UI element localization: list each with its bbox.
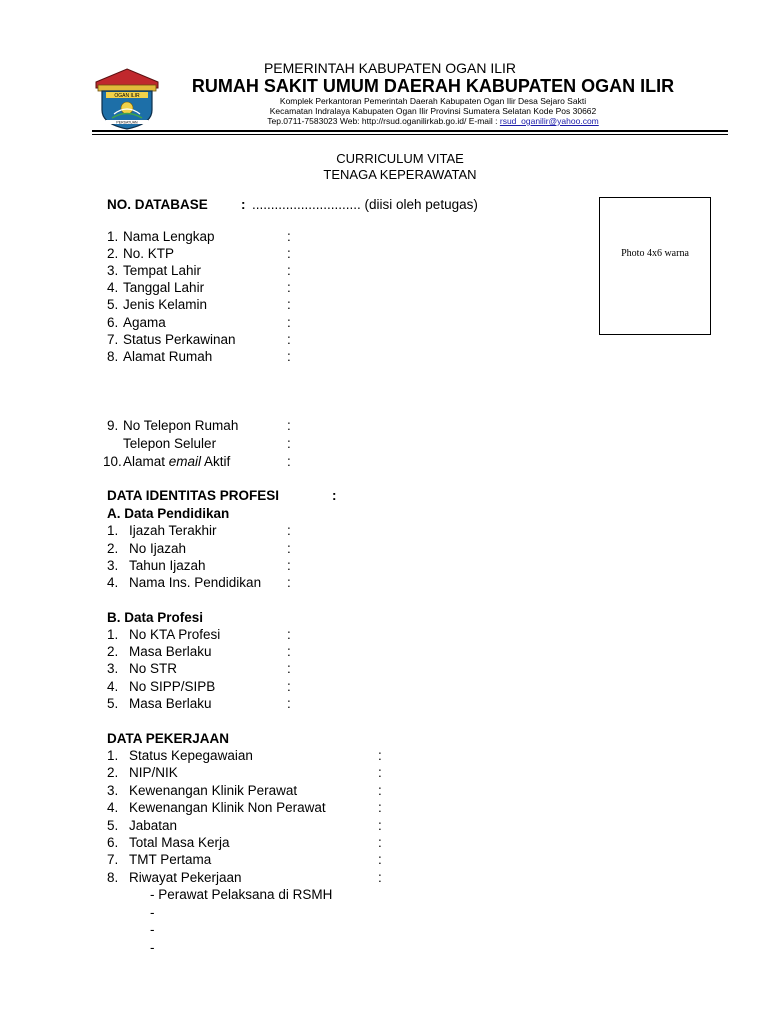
personal-label: Jenis Kelamin	[123, 297, 208, 312]
profession-colon: :	[287, 679, 291, 694]
database-label: NO. DATABASE	[107, 197, 208, 212]
personal-colon: :	[287, 246, 291, 261]
profesi-heading-colon: :	[332, 488, 337, 503]
profession-colon: :	[287, 696, 291, 711]
pekerjaan-label: Jabatan	[129, 818, 178, 833]
letterhead-rule-thick	[92, 130, 728, 132]
pekerjaan-num: 5.	[107, 818, 119, 833]
profession-label: No KTA Profesi	[129, 627, 221, 642]
personal-num: 1.	[107, 229, 119, 244]
profession-label: No STR	[129, 661, 178, 676]
logo-text: OGAN ILIR	[114, 93, 140, 99]
personal-label: Agama	[123, 315, 166, 330]
profession-heading: B. Data Profesi	[107, 610, 204, 625]
pekerjaan-num: 4.	[107, 800, 119, 815]
pekerjaan-num: 2.	[107, 765, 119, 780]
photo-box	[599, 197, 711, 335]
pekerjaan-colon: :	[378, 870, 382, 885]
education-num: 2.	[107, 541, 119, 556]
pekerjaan-num: 3.	[107, 783, 119, 798]
profession-colon: :	[287, 661, 291, 676]
personal-num: 5.	[107, 297, 119, 312]
personal-colon: :	[287, 297, 291, 312]
education-heading: A. Data Pendidikan	[107, 506, 230, 521]
pekerjaan-label: TMT Pertama	[129, 852, 212, 867]
document-subtitle: TENAGA KEPERAWATAN	[323, 167, 477, 182]
personal-num: 2.	[107, 246, 119, 261]
profession-num: 1.	[107, 627, 119, 642]
personal-colon: :	[287, 229, 291, 244]
personal-label: Tempat Lahir	[123, 263, 202, 278]
pekerjaan-label: Riwayat Pekerjaan	[129, 870, 242, 885]
profession-label: Masa Berlaku	[129, 696, 212, 711]
pekerjaan-label: Total Masa Kerja	[129, 835, 230, 850]
personal-colon: :	[287, 436, 291, 451]
personal-colon: :	[287, 349, 291, 364]
profession-num: 3.	[107, 661, 119, 676]
profession-label: Masa Berlaku	[129, 644, 212, 659]
profession-colon: :	[287, 644, 291, 659]
document-title: CURRICULUM VITAE	[336, 151, 464, 166]
personal-label: Alamat Rumah	[123, 349, 213, 364]
database-value: ............................. (diisi oleh petugas)	[252, 197, 478, 212]
letterhead-rule-thin	[92, 134, 728, 135]
education-num: 1.	[107, 523, 119, 538]
education-colon: :	[287, 558, 291, 573]
address-line-1: Komplek Perkantoran Pemerintah Daerah Kabupaten Ogan Ilir Desa Sejaro Sakti	[279, 96, 587, 106]
education-label: Nama Ins. Pendidikan	[129, 575, 262, 590]
personal-label: No. KTP	[123, 246, 175, 261]
personal-num: 8.	[107, 349, 119, 364]
pekerjaan-num: 1.	[107, 748, 119, 763]
government-name: PEMERINTAH KABUPATEN OGAN ILIR	[263, 60, 517, 76]
pekerjaan-colon: :	[378, 783, 382, 798]
personal-num: 7.	[107, 332, 119, 347]
email-link[interactable]: rsud_oganilir@yahoo.com	[499, 116, 599, 126]
pekerjaan-label: Kewenangan Klinik Non Perawat	[129, 800, 326, 815]
pekerjaan-label: Status Kepegawaian	[129, 748, 253, 763]
pekerjaan-colon: :	[378, 835, 382, 850]
email-label-em: email	[168, 454, 202, 469]
pekerjaan-num: 8.	[107, 870, 119, 885]
pekerjaan-label: NIP/NIK	[129, 765, 178, 780]
address-line-2: Kecamatan Indralaya Kabupaten Ogan Ilir Provinsi Sumatera Selatan Kode Pos 30662	[269, 106, 597, 116]
pekerjaan-colon: :	[378, 800, 382, 815]
history-item: -	[150, 905, 155, 920]
pekerjaan-colon: :	[378, 748, 382, 763]
history-item: -	[150, 940, 155, 955]
profesi-heading: DATA IDENTITAS PROFESI	[107, 488, 279, 503]
profession-label: No SIPP/SIPB	[129, 679, 216, 694]
education-label: Tahun Ijazah	[129, 558, 206, 573]
pekerjaan-num: 6.	[107, 835, 119, 850]
logo-motto: PERSATUAN	[116, 120, 138, 125]
pekerjaan-colon: :	[378, 818, 382, 833]
pekerjaan-label: Kewenangan Klinik Perawat	[129, 783, 298, 798]
personal-num: 4.	[107, 280, 119, 295]
history-item: -	[150, 922, 155, 937]
personal-num: 10.	[103, 454, 122, 469]
education-num: 3.	[107, 558, 119, 573]
photo-label: Photo 4x6 warna	[621, 248, 689, 259]
education-label: Ijazah Terakhir	[129, 523, 217, 538]
personal-label: Telepon Seluler	[123, 436, 217, 451]
education-label: No Ijazah	[129, 541, 187, 556]
history-item: - Perawat Pelaksana di RSMH	[150, 887, 333, 902]
personal-colon: :	[287, 315, 291, 330]
personal-label: Tanggal Lahir	[123, 280, 205, 295]
personal-label: Nama Lengkap	[123, 229, 215, 244]
personal-colon: :	[287, 332, 291, 347]
personal-label	[123, 454, 230, 469]
education-num: 4.	[107, 575, 119, 590]
pekerjaan-colon: :	[378, 852, 382, 867]
education-colon: :	[287, 541, 291, 556]
pekerjaan-num: 7.	[107, 852, 119, 867]
database-colon: :	[241, 197, 246, 212]
personal-label: No Telepon Rumah	[123, 418, 239, 433]
personal-colon: :	[287, 454, 291, 469]
profession-num: 5.	[107, 696, 119, 711]
personal-label: Status Perkawinan	[123, 332, 236, 347]
contact-text: Tep.0711-7583023 Web: http://rsud.oganilirkab.go.id/ E-mail :	[267, 116, 500, 126]
profession-num: 4.	[107, 679, 119, 694]
personal-colon: :	[287, 280, 291, 295]
profession-num: 2.	[107, 644, 119, 659]
contact-line	[0, 116, 768, 126]
email-label-pre: Alamat	[123, 454, 169, 469]
personal-colon: :	[287, 418, 291, 433]
education-colon: :	[287, 575, 291, 590]
email-label-post: Aktif	[201, 454, 231, 469]
personal-num: 9.	[107, 418, 119, 433]
personal-num: 3.	[107, 263, 119, 278]
education-colon: :	[287, 523, 291, 538]
profession-colon: :	[287, 627, 291, 642]
personal-num: 6.	[107, 315, 119, 330]
hospital-name: RUMAH SAKIT UMUM DAERAH KABUPATEN OGAN ILIR	[191, 76, 675, 96]
pekerjaan-heading: DATA PEKERJAAN	[107, 731, 230, 746]
personal-colon: :	[287, 263, 291, 278]
pekerjaan-colon: :	[378, 765, 382, 780]
